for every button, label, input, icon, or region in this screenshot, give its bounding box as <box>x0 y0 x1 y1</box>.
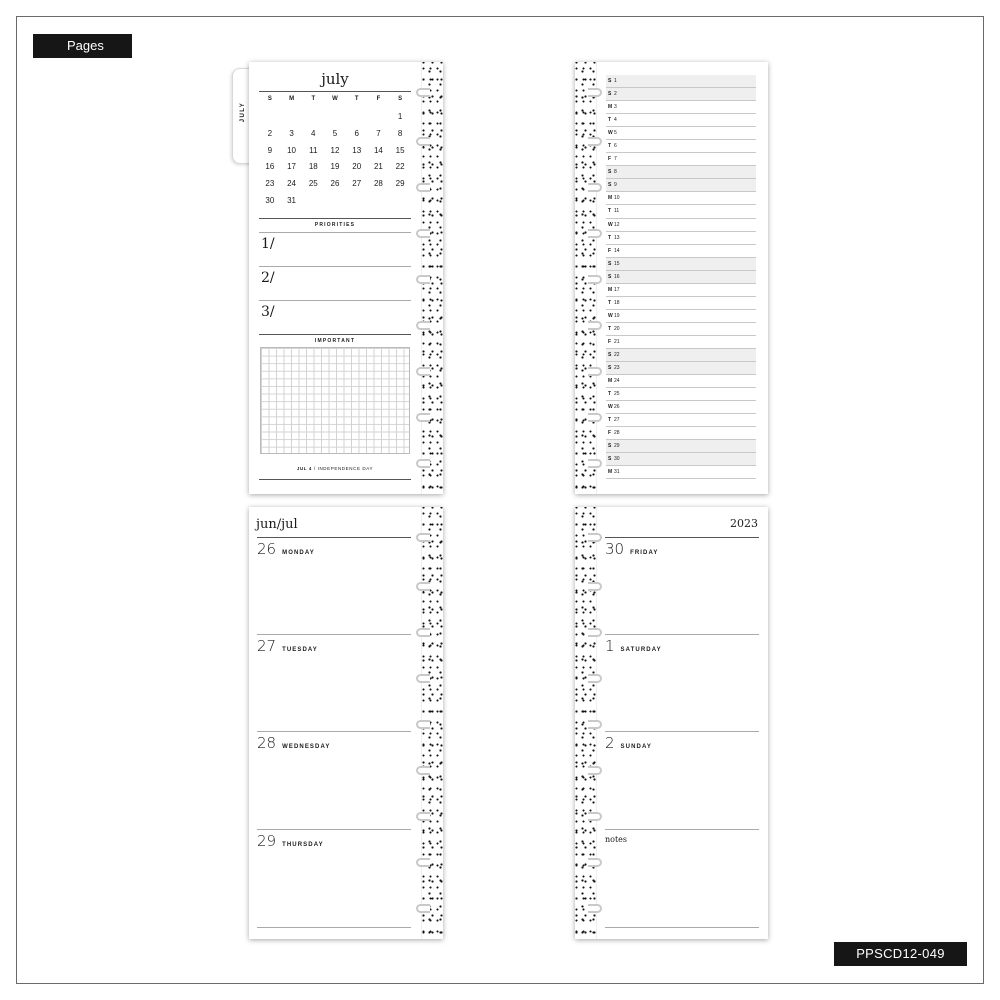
important-title: IMPORTANT <box>314 338 356 344</box>
dot-strip <box>575 62 597 494</box>
day-letter: T <box>608 417 612 424</box>
day-letter: M <box>608 378 613 385</box>
month-calendar <box>259 96 411 211</box>
day-number: 27 <box>257 637 277 655</box>
day-row[interactable] <box>606 258 756 271</box>
day-number: 7 <box>614 156 617 163</box>
day-number: 9 <box>614 182 617 189</box>
binder-ring <box>416 88 430 97</box>
day-name: WEDNESDAY <box>282 744 331 750</box>
day-rule <box>257 927 411 928</box>
weekly-right-page <box>575 507 768 939</box>
day-row[interactable] <box>606 101 756 114</box>
day-number: 27 <box>614 417 620 424</box>
weekday-header: W <box>332 96 338 102</box>
day-letter: S <box>608 182 612 189</box>
day-name: MONDAY <box>282 550 315 556</box>
binder-ring <box>588 674 602 683</box>
day-row[interactable] <box>606 414 756 427</box>
day-entry[interactable] <box>605 637 662 655</box>
notes-label: notes <box>605 835 628 844</box>
daily-list-page <box>575 62 768 494</box>
day-number: 16 <box>614 273 620 280</box>
day-number: 5 <box>614 130 617 137</box>
calendar-day <box>324 110 346 127</box>
calendar-day[interactable]: 4 <box>311 128 316 138</box>
dot-strip <box>421 507 443 939</box>
day-number: 20 <box>614 325 620 332</box>
day-name: SUNDAY <box>620 744 652 750</box>
important-grid[interactable] <box>260 347 410 454</box>
monthly-page <box>249 62 443 494</box>
day-number: 6 <box>614 143 617 150</box>
day-name: FRIDAY <box>630 550 659 556</box>
day-number: 12 <box>614 221 620 228</box>
day-row[interactable] <box>606 179 756 192</box>
calendar-day[interactable]: 28 <box>373 179 383 189</box>
binder-ring <box>588 904 602 913</box>
calendar-day[interactable]: 17 <box>287 162 297 172</box>
binder-ring <box>588 88 602 97</box>
day-row[interactable] <box>606 114 756 127</box>
day-list <box>606 75 756 479</box>
day-row[interactable] <box>606 362 756 375</box>
calendar-day[interactable]: 31 <box>287 195 297 205</box>
binder-ring <box>416 275 430 284</box>
day-letter: F <box>608 156 612 163</box>
binder-ring <box>416 137 430 146</box>
priorities-rule <box>259 232 411 233</box>
priority-line-1 <box>259 266 411 267</box>
calendar-day[interactable]: 3 <box>289 128 294 138</box>
day-row[interactable] <box>606 427 756 440</box>
calendar-day[interactable]: 14 <box>373 145 383 155</box>
binder-ring <box>416 858 430 867</box>
day-number: 2 <box>614 91 617 98</box>
day-letter: M <box>608 286 613 293</box>
day-rule <box>257 829 411 830</box>
calendar-day[interactable]: 19 <box>330 162 340 172</box>
day-row[interactable] <box>606 323 756 336</box>
calendar-day[interactable]: 2 <box>267 128 273 138</box>
month-tab-label: JULY <box>240 101 246 123</box>
calendar-day <box>368 194 390 211</box>
day-number: 26 <box>614 404 620 411</box>
footer-rule <box>259 479 411 480</box>
binder-ring <box>588 183 602 192</box>
binder-ring <box>416 628 430 637</box>
calendar-day <box>346 110 368 127</box>
calendar-day[interactable]: 21 <box>373 162 383 172</box>
binder-ring <box>416 367 430 376</box>
day-letter: S <box>608 169 612 176</box>
priority-2[interactable]: 2/ <box>261 270 275 286</box>
day-letter: S <box>608 456 612 463</box>
calendar-day[interactable]: 25 <box>308 179 318 189</box>
day-number: 3 <box>614 104 617 111</box>
calendar-rule <box>259 218 411 219</box>
weekday-header: S <box>267 96 272 102</box>
calendar-day[interactable]: 12 <box>330 145 340 155</box>
day-letter: T <box>608 391 612 398</box>
calendar-day[interactable]: 23 <box>265 179 275 189</box>
priorities-title: PRIORITIES <box>314 222 356 228</box>
binder-ring <box>588 720 602 729</box>
holiday-name: / INDEPENDENCE DAY <box>313 466 374 471</box>
binder-ring <box>416 766 430 775</box>
title-rule <box>259 91 411 92</box>
day-number: 18 <box>614 299 620 306</box>
year-rule <box>605 537 759 538</box>
week-title-rule <box>257 537 411 538</box>
binder-ring <box>588 321 602 330</box>
day-letter: S <box>608 273 612 280</box>
binder-ring <box>416 321 430 330</box>
binder-ring <box>588 628 602 637</box>
binder-ring <box>588 459 602 468</box>
day-row[interactable] <box>606 127 756 140</box>
binder-ring <box>416 183 430 192</box>
pages-label: Pages <box>33 34 132 58</box>
calendar-day <box>324 194 346 211</box>
binder-ring <box>416 533 430 542</box>
important-rule <box>259 334 411 335</box>
weekday-header: F <box>376 96 381 102</box>
day-number: 10 <box>614 195 620 202</box>
day-letter: W <box>608 404 613 411</box>
day-rule <box>257 731 411 732</box>
calendar-day[interactable]: 30 <box>265 195 275 205</box>
day-entry[interactable] <box>257 637 318 655</box>
day-number: 2 <box>605 734 615 752</box>
day-row[interactable] <box>606 466 756 479</box>
day-letter: M <box>608 469 613 476</box>
calendar-day[interactable]: 6 <box>354 128 359 138</box>
binder-ring <box>416 904 430 913</box>
calendar-day <box>389 194 411 211</box>
day-number: 1 <box>605 637 615 655</box>
weekday-header: S <box>398 96 403 102</box>
binder-ring <box>416 812 430 821</box>
priority-1[interactable]: 1/ <box>261 236 275 252</box>
day-letter: W <box>608 312 613 319</box>
day-row[interactable] <box>606 153 756 166</box>
binder-ring <box>588 766 602 775</box>
day-number: 31 <box>614 469 620 476</box>
day-number: 25 <box>614 391 620 398</box>
calendar-day[interactable]: 24 <box>287 179 297 189</box>
day-number: 24 <box>614 378 620 385</box>
day-row[interactable] <box>606 75 756 88</box>
day-rule <box>605 731 759 732</box>
day-number: 23 <box>614 365 620 372</box>
calendar-day[interactable]: 22 <box>395 162 405 172</box>
day-entry[interactable] <box>257 832 324 850</box>
day-letter: T <box>608 325 612 332</box>
month-title: july <box>321 70 349 88</box>
day-number: 8 <box>614 169 617 176</box>
day-rule <box>605 634 759 635</box>
day-row[interactable] <box>606 245 756 258</box>
day-number: 28 <box>614 430 620 437</box>
week-title: jun/jul <box>256 517 298 532</box>
dot-strip <box>575 507 597 939</box>
day-row[interactable] <box>606 401 756 414</box>
calendar-day[interactable]: 13 <box>352 145 362 155</box>
day-number: 29 <box>614 443 620 450</box>
day-letter: T <box>608 117 612 124</box>
calendar-day[interactable]: 9 <box>267 145 273 155</box>
day-letter: S <box>608 78 612 85</box>
day-row[interactable] <box>606 88 756 101</box>
calendar-day[interactable]: 26 <box>330 179 340 189</box>
day-letter: F <box>608 247 612 254</box>
binder-ring <box>588 229 602 238</box>
binder-ring <box>588 137 602 146</box>
binder-ring <box>588 812 602 821</box>
calendar-day[interactable]: 11 <box>309 145 318 155</box>
day-row[interactable] <box>606 219 756 232</box>
day-letter: S <box>608 260 612 267</box>
day-row[interactable] <box>606 166 756 179</box>
day-row[interactable] <box>606 453 756 466</box>
calendar-day <box>346 194 368 211</box>
calendar-day[interactable]: 8 <box>397 128 403 138</box>
weekday-header: M <box>289 96 295 102</box>
calendar-day[interactable]: 5 <box>332 128 338 138</box>
calendar-day <box>302 110 324 127</box>
day-number: 14 <box>614 247 620 254</box>
binder-ring <box>416 413 430 422</box>
day-name: SATURDAY <box>620 647 662 653</box>
day-letter: M <box>608 195 613 202</box>
day-entry[interactable] <box>257 540 315 558</box>
day-number: 15 <box>614 260 620 267</box>
weekly-left-page <box>249 507 443 939</box>
day-row[interactable] <box>606 388 756 401</box>
day-row[interactable] <box>606 284 756 297</box>
day-row[interactable] <box>606 232 756 245</box>
binder-ring <box>416 229 430 238</box>
priority-line-2 <box>259 300 411 301</box>
day-letter: M <box>608 104 613 111</box>
day-number: 30 <box>605 540 625 558</box>
day-letter: T <box>608 143 612 150</box>
weekday-header: T <box>354 96 359 102</box>
calendar-day <box>259 110 281 127</box>
binder-ring <box>416 459 430 468</box>
calendar-day[interactable]: 27 <box>352 179 362 189</box>
dot-strip <box>421 62 443 494</box>
day-number: 26 <box>257 540 277 558</box>
outer-frame <box>16 16 984 984</box>
calendar-day[interactable]: 20 <box>352 162 362 172</box>
day-row[interactable] <box>606 310 756 323</box>
day-row[interactable] <box>606 336 756 349</box>
day-rule <box>257 634 411 635</box>
binder-ring <box>588 582 602 591</box>
notes-rule <box>605 829 759 830</box>
day-letter: F <box>608 430 612 437</box>
day-row[interactable] <box>606 440 756 453</box>
day-number: 11 <box>614 208 620 215</box>
day-entry[interactable] <box>257 734 330 752</box>
day-number: 22 <box>614 352 620 358</box>
day-row[interactable] <box>606 271 756 284</box>
day-letter: S <box>608 91 612 98</box>
day-letter: T <box>608 208 612 215</box>
calendar-day[interactable]: 29 <box>395 179 405 189</box>
day-number: 28 <box>257 734 277 752</box>
calendar-day <box>281 110 303 127</box>
day-number: 17 <box>614 286 620 293</box>
day-row[interactable] <box>606 297 756 310</box>
sku-label: PPSCD12-049 <box>834 942 967 966</box>
binder-ring <box>588 275 602 284</box>
day-letter: S <box>608 352 612 358</box>
day-entry[interactable] <box>605 734 652 752</box>
day-letter: S <box>608 365 612 372</box>
calendar-day[interactable]: 10 <box>287 145 297 155</box>
calendar-day[interactable]: 15 <box>395 145 405 155</box>
day-number: 13 <box>614 234 620 241</box>
day-row[interactable] <box>606 192 756 205</box>
day-letter: T <box>608 299 612 306</box>
year-label: 2023 <box>730 517 758 530</box>
day-row[interactable] <box>606 375 756 388</box>
priority-3[interactable]: 3/ <box>261 304 275 320</box>
day-number: 29 <box>257 832 277 850</box>
calendar-day <box>302 194 324 211</box>
weekday-header: T <box>311 96 316 102</box>
calendar-day <box>368 110 390 127</box>
day-letter: T <box>608 234 612 241</box>
holiday-note <box>259 466 411 471</box>
calendar-day[interactable]: 1 <box>397 112 403 121</box>
binder-ring <box>588 533 602 542</box>
day-row[interactable] <box>606 349 756 362</box>
bottom-rule <box>605 927 759 928</box>
binder-ring <box>416 720 430 729</box>
calendar-day[interactable]: 16 <box>265 162 275 172</box>
calendar-day[interactable]: 18 <box>308 162 318 172</box>
day-number: 19 <box>614 312 620 319</box>
day-letter: S <box>608 443 612 450</box>
day-number: 4 <box>614 117 617 124</box>
calendar-day[interactable]: 7 <box>376 128 381 138</box>
binder-ring <box>588 367 602 376</box>
day-number: 1 <box>614 78 617 85</box>
day-name: THURSDAY <box>282 842 324 848</box>
binder-ring <box>416 674 430 683</box>
day-letter: W <box>608 221 613 228</box>
day-number: 21 <box>614 338 620 345</box>
binder-ring <box>588 858 602 867</box>
binder-ring <box>416 582 430 591</box>
binder-ring <box>588 413 602 422</box>
holiday-date: JUL 4 <box>296 466 313 471</box>
day-letter: W <box>608 130 613 137</box>
day-letter: F <box>608 338 612 345</box>
day-row[interactable] <box>606 205 756 218</box>
day-number: 30 <box>614 456 620 463</box>
day-entry[interactable] <box>605 540 658 558</box>
day-row[interactable] <box>606 140 756 153</box>
day-name: TUESDAY <box>282 647 318 653</box>
